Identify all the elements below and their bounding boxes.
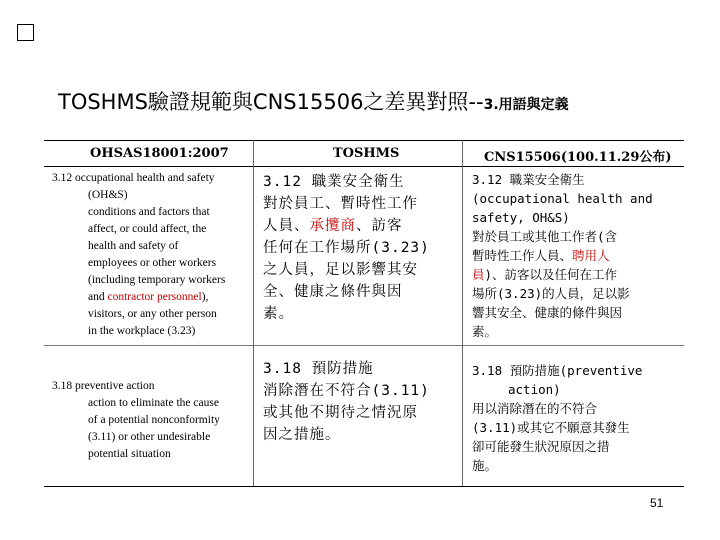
header-cns: CNS15506(100.11.29公布) bbox=[484, 150, 672, 165]
highlight-hired-personnel: 聘用人 bbox=[572, 248, 610, 263]
text-line: 之人員，足以影響其安 bbox=[263, 262, 418, 278]
text-line: potential situation bbox=[88, 448, 171, 460]
text-line: 響其安全、健康的條件與因 bbox=[472, 305, 623, 320]
title-main: TOSHMS驗證規範與CNS15506之差異對照-- bbox=[58, 90, 484, 114]
header-toshms: TOSHMS bbox=[333, 146, 400, 161]
text-run: and bbox=[88, 291, 108, 303]
table-col-divider-1 bbox=[253, 140, 254, 486]
text-line bbox=[263, 215, 453, 237]
text-line: 施。 bbox=[472, 458, 498, 473]
highlight-contractor: 承攬商 bbox=[309, 218, 356, 234]
text-line: affect, or could affect, the bbox=[88, 223, 207, 235]
table-header-rule bbox=[44, 166, 684, 167]
title-sub: 3.用語與定義 bbox=[483, 97, 569, 113]
text-line: 3.18 預防措施(preventive bbox=[472, 363, 643, 378]
text-run: 、訪客 bbox=[356, 218, 403, 234]
text-line: action to eliminate the cause bbox=[88, 397, 219, 409]
highlight-hired-personnel-end: 員 bbox=[472, 267, 485, 282]
row2-toshms-cell bbox=[263, 358, 453, 446]
text-line: 3.12 職業安全衛生 bbox=[472, 172, 585, 187]
slide-title bbox=[58, 86, 569, 116]
text-line: 卻可能發生狀況原因之措 bbox=[472, 439, 610, 454]
text-line: (3.11)或其它不願意其發生 bbox=[472, 420, 630, 435]
text-line: in the workplace (3.23) bbox=[88, 325, 196, 337]
table-bottom-rule bbox=[44, 486, 684, 487]
table-col-divider-2 bbox=[462, 140, 463, 486]
text-line: 場所(3.23)的人員，足以影 bbox=[472, 286, 630, 301]
row2-cns-cell bbox=[472, 361, 682, 475]
row1-toshms-cell bbox=[263, 171, 453, 325]
highlight-contractor-personnel: contractor personnel bbox=[107, 291, 202, 303]
text-line: action) bbox=[508, 382, 561, 397]
text-line: 用以消除潛在的不符合 bbox=[472, 401, 598, 416]
header-ohsas: OHSAS18001:2007 bbox=[90, 146, 229, 161]
text-line: 全、健康之條件與因 bbox=[263, 284, 403, 300]
text-run: ), bbox=[201, 291, 209, 303]
text-line: 3.18 預防措施 bbox=[263, 361, 374, 377]
text-line: 或其他不期待之情況原 bbox=[263, 405, 418, 421]
text-line: 3.12 occupational health and safety bbox=[52, 172, 215, 184]
text-line: 消除潛在不符合(3.11) bbox=[263, 383, 430, 399]
text-line: 對於員工、暫時性工作 bbox=[263, 196, 418, 212]
text-line bbox=[472, 265, 682, 284]
table-row-rule bbox=[44, 345, 684, 346]
text-line: visitors, or any other person bbox=[88, 308, 217, 320]
text-line: 素。 bbox=[472, 324, 498, 339]
text-line: (including temporary workers bbox=[88, 274, 226, 286]
text-line: 3.18 preventive action bbox=[52, 380, 155, 392]
text-line: 對於員工或其他工作者(含 bbox=[472, 229, 618, 244]
row2-ohsas-cell bbox=[52, 378, 220, 463]
corner-square bbox=[17, 24, 34, 41]
text-line: (OH&S) bbox=[88, 189, 128, 201]
text-line: (3.11) or other undesirable bbox=[88, 431, 211, 443]
text-line: of a potential nonconformity bbox=[88, 414, 220, 426]
row1-ohsas-cell bbox=[52, 170, 225, 340]
text-line: 素。 bbox=[263, 306, 294, 322]
row1-cns-cell bbox=[472, 170, 682, 341]
text-line: conditions and factors that bbox=[88, 206, 210, 218]
table-top-rule bbox=[44, 140, 684, 141]
text-line bbox=[472, 246, 682, 265]
text-line: (occupational health and bbox=[472, 191, 653, 206]
text-line: employees or other workers bbox=[88, 257, 217, 269]
text-run: 人員、 bbox=[263, 218, 310, 234]
text-line: 3.12 職業安全衛生 bbox=[263, 174, 405, 190]
text-line: 因之措施。 bbox=[263, 427, 341, 443]
text-line: health and safety of bbox=[88, 240, 179, 252]
text-line bbox=[52, 289, 225, 306]
text-run: )、訪客以及任何在工作 bbox=[484, 267, 618, 282]
page-number: 51 bbox=[650, 496, 664, 510]
text-line: safety, OH&S) bbox=[472, 210, 570, 225]
text-run: 暫時性工作人員、 bbox=[472, 248, 573, 263]
text-line: 任何在工作場所(3.23) bbox=[263, 240, 430, 256]
